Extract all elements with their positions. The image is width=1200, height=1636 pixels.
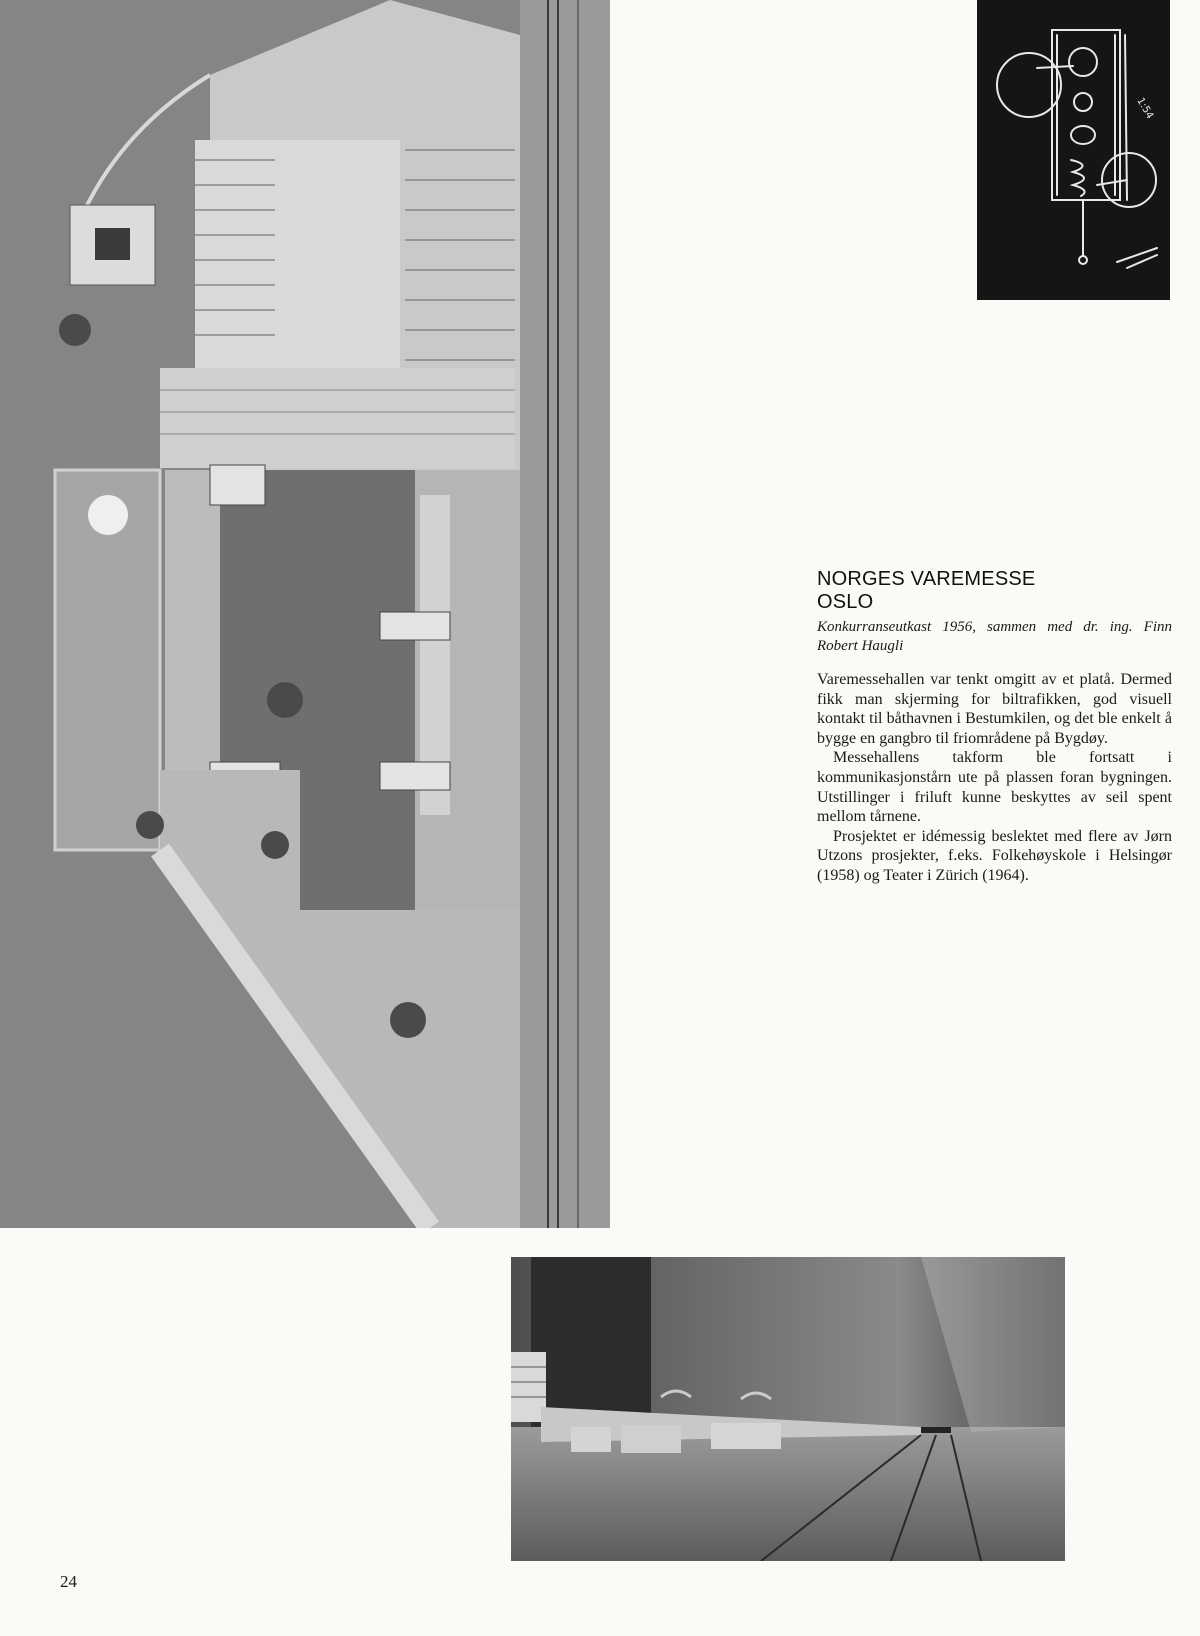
- paragraph: Messehallens takform ble fortsatt i kommunikasjonstårn ute på plassen foran bygningen. Utstillinger i friluft kunne beskyttes av seil spent mellom tårnene.: [817, 749, 1172, 826]
- perspective-model-photo: [511, 1257, 1065, 1561]
- paragraph: Varemessehallen var tenkt omgitt av et platå. Dermed fikk man skjerming for biltrafikken, god visuell kontakt til båthavnen i Bestumkilen, og det ble enkelt å bygge en gangbro til friområdene på Bygdøy.: [817, 671, 1172, 747]
- article-title: [817, 568, 1172, 614]
- page-number: 24: [60, 1572, 77, 1591]
- article-title-line1: NORGES VAREMESSE: [817, 568, 1036, 590]
- sketch-image: [977, 0, 1170, 300]
- article: [817, 568, 1172, 886]
- paragraph: Prosjektet er idémessig beslektet med flere av Jørn Utzons prosjekter, f.eks. Folkehøyskole i Helsingør (1958) og Teater i Zürich (1964).: [817, 827, 1172, 884]
- article-subtitle: Konkurranseutkast 1956, sammen med dr. ing. Finn Robert Haugli: [817, 619, 1172, 654]
- article-title-line2: OSLO: [817, 591, 874, 613]
- aerial-model-photo: [0, 0, 610, 1228]
- sketch-annotation: 1:54: [1134, 96, 1156, 121]
- article-body: [817, 670, 1172, 886]
